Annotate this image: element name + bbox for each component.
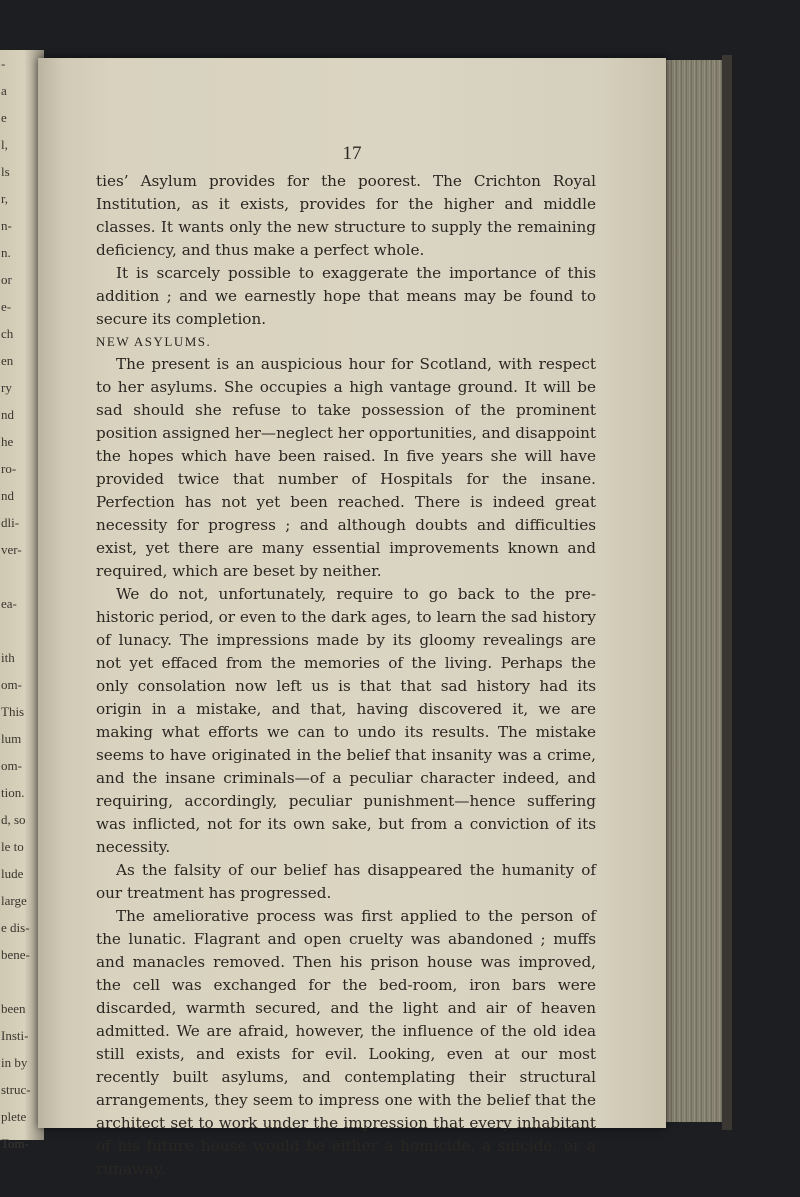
left-page-fragment: ry [1,380,12,395]
left-page-fragment: ls [1,164,10,179]
left-page-fragment: a [1,83,7,98]
page-body [96,170,596,1181]
left-page-fragment: ea- [1,596,17,611]
book-page [38,58,666,1178]
left-page-fragment: plete [1,1109,27,1124]
left-page-fragment: en [1,353,14,368]
left-page-fragment: ver- [1,542,22,557]
left-page-fragment: This [1,704,25,719]
left-page-fragment: om- [1,677,22,692]
page-stack-edges [658,60,726,1122]
left-page-fragment: e dis- [1,920,30,935]
left-page-fragment: ch [1,326,14,341]
left-page-fragment: e- [1,299,12,314]
left-page-fragment: lude [1,866,24,881]
left-page-fragment: large [1,893,27,908]
paragraph: As the falsity of our belief has disappeared the humanity of our treatment has progressed. [96,861,596,902]
left-page-fragment: - [1,56,6,71]
left-page-fragment: in by [1,1055,28,1070]
left-page-fragment: d, so [1,812,26,827]
left-page-fragment: he [1,434,14,449]
left-page-fragment: nd [1,407,14,422]
left-page-fragment: n. [1,245,11,260]
left-page-fragment: e [1,110,7,125]
left-page-fragment: lum [1,731,22,746]
left-page-fragment: l, [1,137,8,152]
paragraph: ties’ Asylum provides for the poorest. The Crichton Royal Institution, as it exists, provides for the higher and middle classes. It wants only the new structure to supply the remaining deficiency, and thus make a perfect whole. [96,172,596,259]
left-page-fragment: Tom- [1,1136,29,1151]
left-page-fragment: Insti- [1,1028,29,1043]
left-page-fragment: dli- [1,515,20,530]
paragraph: The present is an auspicious hour for Scotland, with respect to her asylums. She occupies a high vantage ground. It will be sad should she refuse to take possession of the prominent position assigned her—neglect her opportunities, and disappoint the hopes which have been raised. In five years she will have provided twice that number of Hospitals for the insane. Perfection has not yet been reached. There is indeed great necessity for progress ; and although doubts and difficulties exist, yet there are many essential improvements known and required, which are beset by neither. [96,355,596,580]
left-page-fragment: tion. [1,785,25,800]
section-heading: NEW ASYLUMS. [96,334,212,349]
paragraph: The ameliorative process was first applied to the person of the lunatic. Flagrant and open cruelty was abandoned ; muffs and manacles removed. Then his prison house was improved, the cell was exchanged for the bed-room, iron bars were discarded, warmth secured, and the light and air of heaven admitted. We are afraid, however, the influence of the old idea still exists, and exists for evil. Looking, even at our most recently built asylums, and contemplating their structural arrangements, they seem to impress one with the belief that the architect set to work under the impression that every inhabitant of his future house would be either a homicide, a suicide, or a runaway. [96,907,596,1178]
left-page-fragment: nd [1,488,14,503]
left-page-fragment: struc- [1,1082,31,1097]
book-cover-edge [722,55,732,1130]
left-page-fragment: or [1,272,12,287]
left-page-fragment: ith [1,650,15,665]
left-page-fragment: n- [1,218,12,233]
page-number: 17 [342,143,362,164]
left-page-fragment: le to [1,839,24,854]
paragraph: We do not, unfortunately, require to go back to the pre-historic period, or even to the dark ages, to learn the sad history of lunacy. The impressions made by its gloomy revealings are not yet effaced from the memories of the living. Perhaps the only consolation now left us is that that sad history had its origin in a mistake, and that, having discovered it, we are making what efforts we can to undo its results. The mistake seems to have originated in the belief that insanity was a crime, and the insane criminals—of a peculiar character indeed, and requiring, accordingly, peculiar punishment—hence suffering was inflicted, not for its own sake, but from a conviction of its necessity. [96,585,596,856]
left-page-fragment: om- [1,758,22,773]
left-page-fragment: bene- [1,947,30,962]
left-page-fragment: been [1,1001,26,1016]
paragraph: It is scarcely possible to exaggerate the importance of this addition ; and we earnestly hope that means may be found to secure its completion. [96,264,596,328]
left-page-fragment: r, [1,191,9,206]
left-page-fragment: ro- [1,461,17,476]
